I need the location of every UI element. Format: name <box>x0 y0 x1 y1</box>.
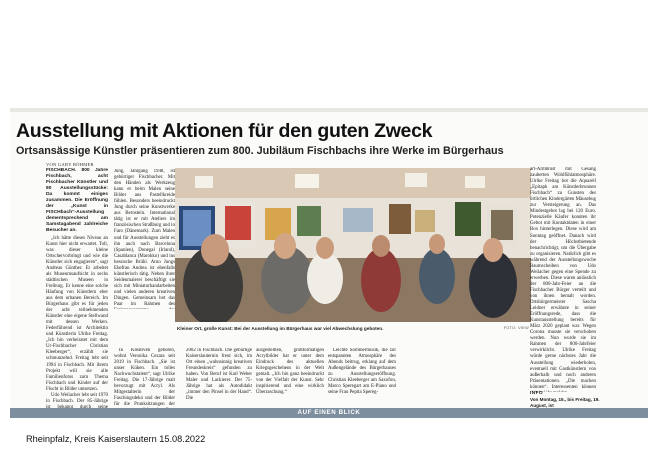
photo-caption-bar <box>175 324 531 340</box>
article-paragraph: Udo Weilacher lebt seit 1970 in Fischbach. Der 85-Jährige <box>46 392 108 404</box>
article-paragraph: art-Armbrust mit Gesang zauberten Wohlfühlatmosphäre. Ulrike Freitag bot die Aquarell „Epitaph am Künstlerbrunnen Fischbach“ zu Gunsten des örtlichen Kindergärten Mäusebug zur Versteigerung an. Das Mindestgebot lag bei 120 Euro. Potenzielle Käufer konnten ihr Gebot mit Kontaktdaten in einer Box hinterlegen. Diese wird am Sonntag geöffnet. Danach wird der Höchstbietende benachrichtigt, um die Übergabe zu organisieren. Natürlich gibt es während der Ausstellungswoche Baumscheiben von Udo Weilacher gegen eine Spende zu erwerben. Diese waren anlässlich der 800-Jahr-Feier an die Fischbacher Bürger verteilt und von ihnen bemalt worden. Ortsbürgermeister Sascha Leidner erwähnte in seiner Eröffnungsrede, dass die Kunstausstellung bereits für März 2020 geplant war. Wegen Corona musste sie verschoben werden. Nun wurde sie im Rahmen der 800-Jahrfeier verwirklicht. Ulrike Freitag würde gerne nächstes Jahr die Ausstellung wiederholen, eventuell mit Gastkünstlern von außerhalb und noch anderen Präsentationen. „Die machen können“. Interessenten können <box>530 167 596 390</box>
article-column-2 <box>114 169 175 309</box>
article-paragraph: „Ich hätte dieses Niveau an Kunst hier nicht erwartet. Toll, was dieser kleine Ortschervorbringt und wie die Künstler sich engagieren“, sagt Andreas Günther. Er arbeitet als Museumsaufsicht in sechs städtischen Museen in Freiburg. Er kenne eine solche Häufung von Künstlern eher aus dem urbanen Bereich. Im Bürgerhaus gibt es für jeden der acht teilnehmenden Künstler eine eigene Stellwand mit dessen Werken. Federführend ist Architektin und Künstlerin Ulrike Freitag. „Ich bin verheiratet mit dem Ur-Fischbacher Christian Kleeberger“, erzählt sie schmunzelnd. Freitag lebt seit 1994 in Fischbach. Mit ihrem Projekt will sie alle Familienfotos zum Thema Fischbach und Kinder auf der Flucht in Bilder umsetzen. <box>46 235 108 392</box>
article-paragraph: Leichte Sommermusik, die zur entspannten Atmosphäre des Abends beitrug, erklang auf dem Außengelände des Bürgerhauses zu Ausstellungseröffnung. Christian Kleeberger am Saxofon, Marco Speregart am E-Piano und seine Frau Pepita Spereg- <box>328 348 396 396</box>
photo-credit: FOTO: VIEW <box>503 326 529 330</box>
newspaper-clipping <box>10 108 648 418</box>
article-paragraph: In Kreativen geboren, wohnt Veronika Cezara seit 2019 in Fischbach. „Sie ist unser Küken. Ein tolles Nachwuchstalent“, sagt Ulrike Freitag. Die 17-Jährige malt bevorzugt mit Acryl. Als Mitgestalterin der Faschingsdeko und der Bilder für die Prunksitzungen der <box>114 348 175 408</box>
article-column-7 <box>530 167 596 392</box>
article-paragraph: Jung, Jahrgang 1948, ist gebürtiger Fischbacher. Mit den Händen als Werkzeug kann er beim Malen seine Bilder aus Pastellkreide fühlen. Besonders beeindruckt Jung durch seine Kunstwerke aus Bernstein. International tätig ist er mit Ateliers im französischen Straßburg und in Faro (Dänemark). Zum Malen und für Ausstellungen zieht es ihn auch nach Barcelona (Spanien), Donegal (Irland), Casablanca (Marokko) und ins hessische Brühl. Arno Jungs Ehefrau Andrea ist ebenfalls künstlerisch tätig. Neben ihrer Seidenmalerei beschäftigt sie sich mit Miniaturhandarbeiten und vielen anderen kreativen Dingen. Gemeinsam bot das Paar im Rahmen des <box>114 169 175 308</box>
article-lead: FISCHBACH. 800 Jahre Fischbach, acht Fischbacher Künstler und 80 Ausstellungsstücke: Da kommt einiges zusammen. Die Eröffnung der „Kunst in FISCHbach“-Ausstellung dementsprechend am Samstagabend zahlreiche Besucher an. <box>46 168 108 234</box>
footer-band-label: AUF EINEN BLICK <box>297 409 361 416</box>
exhibition-photo-image <box>175 168 531 322</box>
article-paragraph: 2002 in Fischbach. Die gebürtige Kaiserslauternin freut sich, im Ort einen „wahnsinnig kreativen Freundeskreis“ gefunden zu haben. Von Beruf ist Karl Weber Maler und Lackierer. Der 75-Jährige hat als Autodidakt „immer den Pinsel in der Hand“. Die <box>186 348 252 402</box>
exhibition-photo <box>175 168 531 322</box>
info-line: Von Montag, 15., bis Freitag, 19. August, ist <box>530 397 600 408</box>
byline: VON GABY BÖHMER <box>46 162 94 167</box>
source-line: Rheinpfalz, Kreis Kaiserslautern 15.08.2022 <box>26 434 206 444</box>
photo-caption: Kleiner Ort, große Kunst: Bei der Ausstellung im Bürgerhaus war viel Abwechslung geboten. <box>177 326 384 331</box>
article-paragraph: ausgestellten, großformatigen Acrylbilder hat er unter dem Eindruck des aktuellen Kriegsgeschehens in der Welt gemalt. „Ich bin ganz beeindruckt von der Vielfalt der Kunst. Sehr inspirierend und eine wirklich Überraschung.“ <box>256 348 324 396</box>
footer-band <box>10 408 648 418</box>
article-column-1 <box>46 168 108 414</box>
subheadline: Ortsansässige Künstler präsentieren zum 800. Jubiläum Fischbachs ihre Werke im Bürgerhaus <box>16 145 504 157</box>
headline: Ausstellung mit Aktionen für den guten Zweck <box>16 120 433 142</box>
clipping-top-border <box>10 108 648 112</box>
info-title: INFO <box>530 391 544 396</box>
